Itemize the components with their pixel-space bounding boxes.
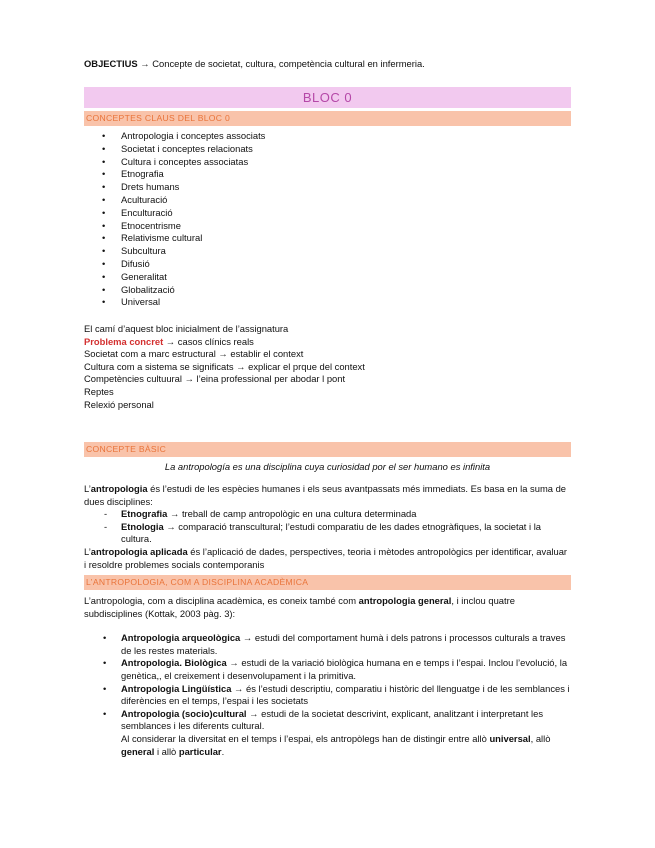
list-item (84, 683, 571, 708)
cami-reptes: Reptes (84, 385, 114, 397)
disciplines-list (84, 508, 571, 546)
closing-mid2: i allò (154, 745, 179, 757)
p1-pre: L’ (84, 483, 91, 494)
list-item (84, 508, 571, 521)
disciplina-body (84, 595, 571, 758)
antropologia-aplicada-definition (84, 546, 571, 571)
bloc-title: BLOC 0 (84, 87, 571, 108)
closing-pre: Al considerar la diversitat en el temps i l’espai, els antropòlegs han de distingir entre allò (121, 732, 490, 744)
cami-societat: Societat com a marc estructural → establir el context (84, 348, 304, 360)
intro-bold: antropologia general (358, 595, 452, 606)
cami-competencies: Competències cultuural → l’eina professional per abodar l pont (84, 373, 346, 385)
objectius-line (84, 58, 425, 71)
quote: La antropología es una disciplina cuya curiosidad por el ser humano es infinita (164, 461, 491, 472)
conceptes-claus-list (102, 130, 265, 309)
subdiscipline-text: → estudi de la societat descrivint, explicant, analitzant i interpretant les semblances i les diferents cultural. (121, 707, 544, 732)
cami-intro: El camí d’aquest bloc inicialment de l’assignatura (84, 323, 289, 334)
list-item: • Globalització (102, 284, 265, 297)
subdiscipline-term: Antropologia. Biològica (121, 657, 227, 669)
subdisciplines-list (84, 632, 571, 758)
p2-rest: és l’aplicació de dades, perspectives, teoria i mètodes antropològics per identificar, avaluar i resoldre problemes socials contemporanis (84, 545, 568, 570)
concepte-basic-heading: CONCEPTE BÀSIC (84, 442, 571, 457)
list-item: • Cultura i conceptes associatas (102, 156, 265, 169)
disciplina-heading: L’ANTROPOLOGIA, COM A DISCIPLINA ACADÈMICA (84, 575, 571, 590)
list-item (84, 657, 571, 682)
problema-label: Problema concret (84, 335, 164, 347)
p1-rest: és l’estudi de les espècies humanes i els seus avantpassats més immediats. Es basa en la suma de dues disciplines: (84, 483, 567, 507)
cami-cultura: Cultura com a sistema se significats → explicar el prque del context (84, 360, 365, 372)
list-item: • Etnografia (102, 168, 265, 181)
list-item: • Drets humans (102, 181, 265, 194)
closing-universal: universal (489, 732, 531, 744)
intro-rest: , i inclou quatre subdisciplines (Kottak, 2003 pàg. 3): (84, 595, 515, 619)
list-item (84, 521, 571, 546)
list-item: • Subcultura (102, 245, 265, 258)
list-item: • Generalitat (102, 271, 265, 284)
list-item: • Enculturació (102, 207, 265, 220)
subdiscipline-text: → és l’estudi descriptiu, comparatiu i històric del llenguatge i de les semblances i diferències en el temps, l’espai i les societats (121, 682, 570, 707)
objectius-label: OBJECTIUS (84, 58, 138, 69)
cami-problema (84, 336, 571, 349)
etnografia-text: → treball de camp antropològic en una cultura determinada (167, 508, 417, 520)
list-item (84, 708, 571, 758)
list-item: • Universal (102, 296, 265, 309)
list-item: • Difusió (102, 258, 265, 271)
objectius-text: → Concepte de societat, cultura, competència cultural en infermeria. (137, 58, 425, 69)
p2-pre: L’ (84, 545, 91, 557)
closing-end: . (221, 745, 225, 757)
conceptes-claus-heading: CONCEPTES CLAUS DEL BLOC 0 (84, 111, 571, 126)
closing-general: general (121, 745, 155, 757)
concepte-basic-body (84, 483, 571, 571)
subdiscipline-term: Antropologia arqueològica (121, 632, 241, 644)
p2-bold: antropologia aplicada (90, 545, 188, 557)
antropologia-definition (84, 483, 571, 508)
subdiscipline-text: → estudi de la variació biològica humana en e temps i l’espai. Inclou l’evolució, la genètica,, el creixement i desenvolupament i la primitiva. (121, 657, 568, 681)
subdiscipline-term: Antropologia Lingüística (121, 682, 232, 694)
subdiscipline-term: Antropologia (socio)cultural (121, 707, 247, 719)
list-item: • Societat i conceptes relacionats (102, 143, 265, 156)
problema-text: → casos clínics reals (163, 335, 254, 347)
etnologia-text: → comparació transcultural; l’estudi comparatiu de les dades etnogràfiques, la societat i la cultura. (121, 520, 541, 545)
list-item: • Relativisme cultural (102, 232, 265, 245)
closing-mid1: , allò (530, 732, 551, 744)
closing-paragraph (121, 733, 571, 758)
subdiscipline-text: → estudi del comportament humà i dels patrons i processos culturals a traves de les restes materials. (121, 632, 566, 656)
closing-particular: particular (178, 745, 222, 757)
list-item (84, 632, 571, 657)
list-item: • Aculturació (102, 194, 265, 207)
intro-pre: L’antropologia, com a disciplina acadèmica, es coneix també com (84, 595, 359, 606)
disciplina-intro (84, 595, 571, 620)
list-item: • Etnocentrisme (102, 220, 265, 233)
list-item: • Antropologia i conceptes associats (102, 130, 265, 143)
etnologia-term: Etnologia (121, 520, 164, 532)
etnografia-term: Etnografia (121, 508, 168, 520)
cami-block (84, 323, 571, 411)
p1-bold: antropologia (90, 483, 148, 494)
cami-relexio: Relexió personal (84, 398, 154, 410)
